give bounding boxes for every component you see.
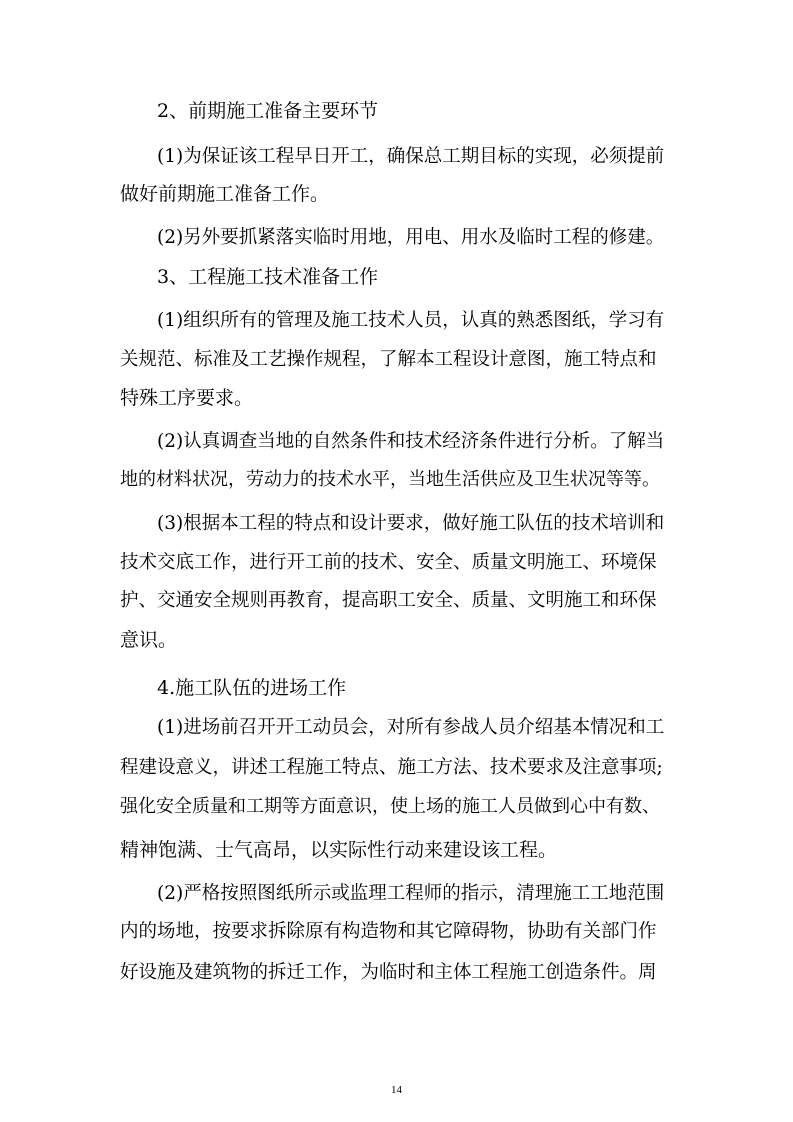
paragraph-line: (1)组织所有的管理及施工技术人员，认真的熟悉图纸，学习有 (157, 310, 665, 331)
page-number: 14 (391, 1084, 402, 1096)
paragraph-line: 技术交底工作，进行开工前的技术、安全、质量文明施工、环境保 (120, 552, 657, 573)
paragraph-line: 做好前期施工准备工作。 (120, 183, 330, 205)
paragraph-line: (2)严格按照图纸所示或监理工程师的指示，清理施工工地范围 (157, 883, 665, 904)
section-heading: 4.施工队伍的进场工作 (157, 677, 347, 699)
paragraph-line: 意识。 (120, 629, 178, 651)
paragraph-line: (2)认真调查当地的自然条件和技术经济条件进行分析。了解当 (157, 431, 665, 452)
paragraph-line: (1)进场前召开开工动员会，对所有参战人员介绍基本情况和工 (157, 717, 665, 738)
paragraph-line: (3)根据本工程的特点和设计要求，做好施工队伍的技术培训和 (157, 513, 665, 534)
paragraph-line: 特殊工序要求。 (120, 387, 254, 409)
paragraph-line: (2)另外要抓紧落实临时用地，用电、用水及临时工程的修建。 (157, 227, 665, 248)
paragraph-line: 内的场地，按要求拆除原有构造物和其它障碍物，协助有关部门作 (120, 921, 657, 942)
paragraph-line: 好设施及建筑物的拆迁工作，为临时和主体工程施工创造条件。周 (120, 962, 657, 983)
section-heading: 2、前期施工准备主要环节 (157, 100, 379, 122)
paragraph-line: 护、交通安全规则再教育，提高职工安全、质量、文明施工和环保 (120, 590, 657, 611)
paragraph-line: (1)为保证该工程早日开工，确保总工期目标的实现，必须提前 (157, 146, 665, 167)
paragraph-line: 程建设意义，讲述工程施工特点、施工方法、技术要求及注意事项; (120, 757, 663, 778)
paragraph-line: 强化安全质量和工期等方面意识，使上场的施工人员做到心中有数、 (120, 796, 660, 817)
paragraph-line: 精神饱满、士气高昂，以实际性行动来建设该工程。 (120, 839, 558, 861)
paragraph-line: 地的材料状况，劳动力的技术水平，当地生活供应及卫生状况等等。 (120, 469, 660, 490)
section-heading: 3、工程施工技术准备工作 (157, 266, 379, 288)
paragraph-line: 关规范、标准及工艺操作规程，了解本工程设计意图，施工特点和 (120, 349, 657, 370)
